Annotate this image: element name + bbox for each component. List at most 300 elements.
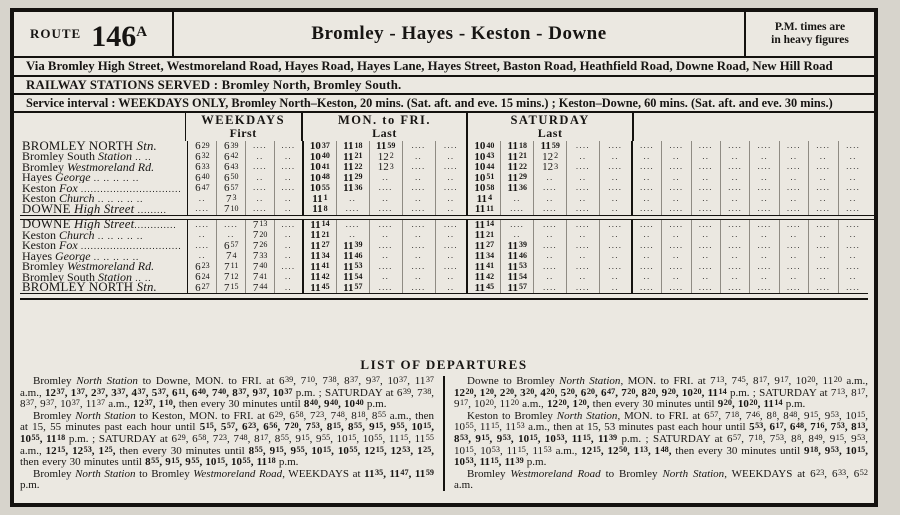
timetable-row	[20, 204, 868, 215]
blank-cell: ....	[403, 204, 436, 215]
blank-cell: ....	[692, 141, 721, 152]
group-label: MON. to FRI.	[337, 113, 431, 127]
blank-cell: ....	[534, 220, 567, 231]
blank-cell: ....	[633, 141, 662, 152]
blank-cell: ..	[370, 251, 403, 262]
blank-cell: ..	[188, 251, 217, 262]
blank-cell: ....	[188, 241, 217, 252]
blank-cell: ..	[567, 194, 600, 205]
time-cell: 11 57	[501, 283, 534, 294]
blank-cell: ....	[534, 241, 567, 252]
blank-cell: ....	[662, 241, 691, 252]
blank-cell: ..	[721, 230, 750, 241]
blank-cell: ....	[846, 183, 861, 193]
group-sublabel: Last	[537, 126, 563, 140]
blank-cell: ....	[370, 204, 403, 215]
timetable-row	[20, 183, 868, 194]
time-cell: 11 27	[304, 241, 337, 252]
time-cell: 6 39	[217, 141, 246, 152]
time-cell: 11 21	[501, 152, 534, 163]
timetable-row	[20, 272, 868, 283]
blank-cell: ....	[403, 141, 436, 152]
page-title: Bromley - Hayes - Keston - Downe	[311, 23, 607, 44]
station-name: Keston Fox ...............................	[20, 183, 188, 194]
blank-cell: ..	[633, 173, 662, 184]
blank-cell: ....	[600, 162, 633, 173]
time-cell: 7 4	[217, 251, 246, 262]
time-cell: 7 12	[217, 272, 246, 283]
blank-cell: ..	[403, 194, 436, 205]
blank-cell: ..	[501, 194, 534, 205]
time-cell: 11 36	[337, 183, 370, 194]
blank-cell: ....	[633, 220, 662, 231]
time-cell: 7 15	[217, 283, 246, 294]
station-name: Hayes George .. .. .. .. ..	[20, 251, 188, 262]
blank-cell: ....	[633, 183, 662, 194]
blank-cell: ..	[600, 230, 633, 241]
blank-cell: ..	[662, 194, 691, 205]
blank-cell: ....	[567, 220, 600, 231]
blank-cell: ..	[567, 251, 600, 262]
time-cell: 6 29	[188, 141, 217, 152]
blank-cell: ....	[275, 141, 304, 152]
blank-cell: ....	[721, 141, 750, 152]
blank-cell: ..	[780, 152, 809, 163]
timetable-row	[20, 251, 868, 262]
blank-cell: ....	[750, 204, 779, 215]
time-cell: 6 50	[217, 173, 246, 184]
blank-cell: ..	[600, 251, 633, 262]
station-name: BROMLEY NORTH Stn.	[20, 141, 188, 152]
blank-cell: ....	[246, 204, 275, 215]
blank-cell: ....	[436, 241, 469, 252]
blank-cell: ....	[750, 241, 779, 252]
blank-cell: ..	[809, 230, 838, 241]
blank-cell: ....	[662, 204, 691, 215]
departure-paragraph: Bromley North Station to Bromley Westmoreland Road, WEEKDAYS at 1135, 1147, 1159 p.m.	[20, 467, 434, 492]
timetable-row	[20, 241, 868, 252]
blank-cell: ..	[780, 194, 809, 205]
time-cell: 10 51	[468, 173, 501, 184]
time-cell: 6 43	[217, 162, 246, 173]
blank-cell: ..	[246, 194, 275, 205]
blank-cell: ..	[692, 173, 721, 184]
blank-cell: ....	[721, 204, 750, 215]
departures-columns	[14, 376, 874, 491]
blank-cell: ....	[567, 204, 600, 215]
timetable-row	[20, 173, 868, 184]
blank-cell: ....	[633, 204, 662, 215]
blank-cell: ..	[750, 251, 779, 262]
blank-cell: ..	[436, 173, 469, 184]
blank-cell: ..	[275, 272, 304, 283]
blank-cell: ....	[600, 262, 633, 273]
blank-cell: ....	[403, 262, 436, 273]
leader-dots: .. .. .. .. ..	[94, 194, 144, 205]
departures-section	[14, 358, 874, 491]
time-cell: 11 46	[337, 251, 370, 262]
time-cell: 11 45	[468, 283, 501, 294]
time-cell: 11 22	[501, 162, 534, 173]
blank-cell: ..	[534, 230, 567, 241]
blank-cell: ....	[662, 183, 691, 194]
blank-cell: ....	[809, 141, 838, 152]
time-cell: 11 45	[304, 283, 337, 294]
blank-cell: ..	[662, 173, 691, 184]
blank-cell: ....	[403, 283, 436, 294]
blank-cell: ..	[633, 272, 662, 283]
departure-paragraph: Bromley Westmoreland Road to Bromley North Station, WEEKDAYS at 623, 633, 652 a.m.	[454, 467, 868, 492]
blank-cell: ....	[567, 283, 600, 294]
blank-cell: ..	[188, 230, 217, 241]
time-cell: 11 18	[501, 141, 534, 152]
time-cell: 7 26	[246, 241, 275, 252]
departure-paragraph: Bromley North Station to Downe, MON. to FRI. at 639, 710, 738, 837, 937, 1037, 1137 a.m., 1237, 137, 237, 337, 437, 537, 611, 640, 740, 837, 937, 1037 p.m. ; SATURDAY at 639, 738, 837, 937, 1037, 1137 a.m., 1237, 110, then every 30 minutes until 840, 940, 1040 p.m.	[20, 375, 435, 411]
time-cell: 10 41	[304, 162, 337, 173]
blank-cell: ....	[750, 162, 779, 173]
station-name: Bromley Westmoreland Rd.	[20, 261, 188, 272]
blank-cell: ....	[600, 183, 633, 194]
blank-cell: ..	[436, 272, 469, 283]
blank-cell: ....	[600, 220, 633, 231]
blank-cell: ..	[721, 251, 750, 262]
column-group-header	[634, 113, 868, 141]
departure-paragraph: Downe to Bromley North Station, MON. to FRI. at 713, 745, 817, 917, 1020, 1120 a.m., 1220, 120, 220, 320, 420, 520, 620, 647, 720, 820, 920, 1020, 1114 p.m. ; SATURDAY at 713, 817, 917, 1020, 1120 a.m., 1220, 120, then every 30 minutes until 920, 1020, 1114 p.m.	[454, 375, 869, 411]
pm-note-line2: in heavy figures	[771, 34, 849, 46]
time-cell: 6 24	[188, 272, 217, 283]
blank-cell: ....	[567, 141, 600, 152]
blank-cell: ..	[662, 272, 691, 283]
time-cell: 10 55	[304, 183, 337, 194]
blank-cell: ..	[275, 204, 304, 215]
station-column-spacer	[20, 113, 186, 141]
blank-cell: ..	[633, 152, 662, 163]
departure-paragraph: Keston to Bromley North Station, MON. to FRI. at 657, 718, 746, 88, 848, 915, 953, 1015, 1055, 1115, 1153 a.m., then at 15, 53 minutes past each hour until 553, 617, 648, 716, 753, 813, 853, 915, 953, 1015, 1053, 1115, 1139 p.m. ; SATURDAY at 657, 718, 753, 88, 849, 915, 953, 1015, 1053, 1115, 1153 a.m., 1215, 1250, 113, 148, then every 30 minutes until 918, 953, 1015, 1053, 1115, 1139 p.m.	[454, 409, 869, 469]
time-cell: 12 2	[534, 152, 567, 163]
time-cell: 11 53	[501, 262, 534, 273]
time-cell: 11 42	[304, 272, 337, 283]
blank-cell: ....	[370, 262, 403, 273]
blank-cell: ....	[750, 183, 779, 194]
blank-cell: ....	[692, 162, 721, 173]
blank-cell: ..	[188, 194, 217, 205]
blank-cell: ..	[600, 272, 633, 283]
time-cell: 7 20	[246, 230, 275, 241]
blank-cell: ....	[567, 262, 600, 273]
blank-cell: ..	[750, 194, 779, 205]
blank-cell: ....	[846, 141, 861, 151]
time-cell: 7 11	[217, 262, 246, 273]
blank-cell: ....	[662, 162, 691, 173]
time-cell: 12 3	[370, 162, 403, 173]
leader-dots: .........	[134, 204, 167, 215]
blank-cell: ..	[780, 251, 809, 262]
blank-cell: ....	[633, 283, 662, 294]
time-cell: 11 54	[337, 272, 370, 283]
blank-cell: ..	[337, 194, 370, 205]
blank-cell: ....	[370, 283, 403, 294]
time-cell: 10 40	[304, 152, 337, 163]
blank-cell: ..	[662, 152, 691, 163]
time-cell: 10 48	[304, 173, 337, 184]
blank-cell: ....	[188, 204, 217, 215]
time-cell: 10 58	[468, 183, 501, 194]
blank-cell: ....	[780, 220, 809, 231]
leader-dots: .. ..	[132, 272, 152, 283]
route-label: ROUTE	[30, 26, 82, 41]
time-cell: 11 21	[337, 152, 370, 163]
time-cell: 7 44	[246, 283, 275, 294]
blank-cell: ..	[849, 151, 857, 161]
blank-cell: ..	[662, 251, 691, 262]
group-sublabel: First	[229, 126, 257, 140]
column-group-header	[468, 113, 634, 141]
blank-cell: ....	[721, 162, 750, 173]
timetable-row	[20, 141, 868, 152]
blank-cell: ....	[662, 283, 691, 294]
blank-cell: ....	[403, 241, 436, 252]
blank-cell: ..	[403, 173, 436, 184]
blank-cell: ....	[337, 220, 370, 231]
blank-cell: ..	[780, 272, 809, 283]
blank-cell: ..	[750, 152, 779, 163]
time-cell: 7 13	[246, 220, 275, 231]
time-cell: 12 3	[534, 162, 567, 173]
blank-cell: ..	[246, 152, 275, 163]
blank-cell: ....	[846, 204, 861, 214]
station-name: Hayes George .. .. .. .. ..	[20, 172, 188, 183]
station-name: Bromley South Station .. ..	[20, 151, 188, 162]
blank-cell: ....	[534, 283, 567, 294]
blank-cell: ....	[846, 219, 861, 229]
time-cell: 10 40	[468, 141, 501, 152]
blank-cell: ..	[436, 283, 469, 294]
blank-cell: ..	[370, 230, 403, 241]
blank-cell: ..	[275, 173, 304, 184]
time-cell: 11 53	[337, 262, 370, 273]
blank-cell: ....	[633, 162, 662, 173]
blank-cell: ....	[436, 262, 469, 273]
blank-cell: ..	[567, 230, 600, 241]
leader-dots: ...............................	[77, 241, 182, 252]
blank-cell: ....	[809, 183, 838, 194]
blank-cell: ..	[600, 194, 633, 205]
departures-left-column	[20, 376, 443, 491]
blank-cell: ....	[846, 282, 861, 292]
time-cell: 7 40	[246, 262, 275, 273]
time-cell: 6 23	[188, 262, 217, 273]
time-cell: 6 57	[217, 183, 246, 194]
time-cell: 11 29	[501, 173, 534, 184]
time-cell: 11 29	[337, 173, 370, 184]
blank-cell: ..	[721, 272, 750, 283]
blank-cell: ..	[721, 152, 750, 163]
blank-cell: ....	[692, 283, 721, 294]
time-cell: 11 4	[468, 194, 501, 205]
route-suffix: A	[136, 23, 148, 40]
blank-cell: ..	[403, 152, 436, 163]
group-sublabel: Last	[372, 126, 397, 140]
time-cell: 11 54	[501, 272, 534, 283]
blank-cell: ....	[370, 183, 403, 194]
blank-cell: ....	[721, 183, 750, 194]
time-cell: 11 18	[337, 141, 370, 152]
blank-cell: ....	[750, 262, 779, 273]
blank-cell: ..	[403, 251, 436, 262]
time-cell: 11 42	[468, 272, 501, 283]
blank-cell: ..	[436, 204, 469, 215]
departures-heading: LIST OF DEPARTURES	[360, 357, 528, 372]
timetable-down-block	[20, 141, 868, 215]
blank-cell: ..	[567, 152, 600, 163]
blank-cell: ..	[849, 230, 857, 240]
blank-cell: ....	[809, 220, 838, 231]
blank-cell: ..	[809, 152, 838, 163]
blank-cell: ....	[501, 220, 534, 231]
leader-dots: .. .. .. .. ..	[90, 251, 140, 262]
blank-cell: ..	[849, 272, 857, 282]
blank-cell: ....	[809, 262, 838, 273]
blank-cell: ....	[567, 162, 600, 173]
timetable-card	[10, 8, 878, 507]
blank-cell: ....	[246, 141, 275, 152]
blank-cell: ..	[534, 251, 567, 262]
time-cell: 6 57	[217, 241, 246, 252]
blank-cell: ..	[750, 230, 779, 241]
timetable-row	[20, 194, 868, 205]
blank-cell: ..	[809, 272, 838, 283]
blank-cell: ....	[692, 183, 721, 194]
blank-cell: ..	[692, 152, 721, 163]
blank-cell: ..	[633, 251, 662, 262]
blank-cell: ....	[275, 162, 304, 173]
blank-cell: ..	[662, 230, 691, 241]
blank-cell: ..	[246, 173, 275, 184]
time-cell: 11 34	[304, 251, 337, 262]
time-cell: 12 2	[370, 152, 403, 163]
time-cell: 7 3	[217, 194, 246, 205]
blank-cell: ..	[633, 230, 662, 241]
route-number: $146^A$	[91, 19, 148, 53]
station-name: Keston Church .. .. .. .. ..	[20, 230, 188, 241]
blank-cell: ..	[275, 230, 304, 241]
blank-cell: ....	[809, 162, 838, 173]
time-cell: 11 39	[337, 241, 370, 252]
time-cell: 7 41	[246, 272, 275, 283]
blank-cell: ....	[633, 241, 662, 252]
blank-cell: ....	[780, 162, 809, 173]
time-cell: 10 43	[468, 152, 501, 163]
timetable-row	[20, 220, 868, 231]
blank-cell: ....	[721, 283, 750, 294]
route-box	[14, 12, 174, 56]
blank-cell: ....	[370, 220, 403, 231]
timetable-header	[20, 113, 868, 141]
blank-cell: ....	[721, 241, 750, 252]
blank-cell: ....	[633, 262, 662, 273]
time-cell: 11 59	[534, 141, 567, 152]
service-interval-line: Service interval : WEEKDAYS ONLY, Bromley North–Keston, 20 mins. (Sat. aft. and eve. 15 mins.) ; Keston–Downe, 60 mins. (Sat. aft. and eve. 30 mins.)	[14, 95, 874, 113]
blank-cell: ..	[809, 173, 838, 184]
blank-cell: ....	[403, 220, 436, 231]
blank-cell: ....	[370, 241, 403, 252]
blank-cell: ..	[403, 272, 436, 283]
blank-cell: ....	[662, 262, 691, 273]
time-cell: 11 14	[468, 220, 501, 231]
blank-cell: ....	[780, 204, 809, 215]
blank-cell: ....	[780, 183, 809, 194]
time-cell: 7 33	[246, 251, 275, 262]
blank-cell: ..	[534, 194, 567, 205]
time-cell: 11 22	[337, 162, 370, 173]
blank-cell: ....	[809, 241, 838, 252]
timetable-row	[20, 152, 868, 163]
blank-cell: ..	[750, 173, 779, 184]
blank-cell: ....	[436, 141, 469, 152]
blank-cell: ....	[567, 183, 600, 194]
timetable-row	[20, 283, 868, 294]
blank-cell: ....	[436, 162, 469, 173]
time-cell: 11 34	[468, 251, 501, 262]
blank-cell: ....	[403, 183, 436, 194]
blank-cell: ....	[692, 204, 721, 215]
leader-dots: .. ..	[132, 152, 152, 163]
leader-dots: .. .. .. .. ..	[90, 173, 140, 184]
blank-cell: ..	[692, 251, 721, 262]
blank-cell: ..	[780, 173, 809, 184]
blank-cell: ..	[692, 272, 721, 283]
column-group-header	[303, 113, 469, 141]
group-label: WEEKDAYS	[201, 113, 286, 127]
blank-cell: ..	[217, 230, 246, 241]
blank-cell: ..	[370, 194, 403, 205]
blank-cell: ..	[600, 152, 633, 163]
blank-cell: ....	[780, 283, 809, 294]
blank-cell: ....	[275, 220, 304, 231]
blank-cell: ....	[275, 183, 304, 194]
timetable	[14, 113, 874, 300]
blank-cell: ..	[436, 251, 469, 262]
time-cell: 6 32	[188, 152, 217, 163]
blank-cell: ....	[188, 220, 217, 231]
time-cell: 6 47	[188, 183, 217, 194]
blank-cell: ..	[567, 272, 600, 283]
blank-cell: ....	[809, 283, 838, 294]
blank-cell: ..	[275, 251, 304, 262]
departure-paragraph: Bromley North Station to Keston, MON. to FRI. at 629, 658, 723, 748, 818, 855 a.m., then at 15, 55 minutes past each hour until 515, 557, 623, 656, 720, 753, 815, 855, 915, 955, 1015, 1055, 1118 p.m. ; SATURDAY at 629, 658, 723, 748, 817, 855, 915, 955, 1015, 1055, 1115, 1155 a.m., 1215, 1253, 125, then every 30 minutes until 855, 915, 955, 1015, 1055, 1215, 1253, 125, then every 30 minutes until 855, 915, 955, 1015, 1055, 1118 p.m.	[20, 409, 435, 469]
blank-cell: ..	[370, 272, 403, 283]
blank-cell: ....	[337, 204, 370, 215]
blank-cell: ....	[692, 220, 721, 231]
time-cell: 7 10	[217, 204, 246, 215]
blank-cell: ....	[275, 262, 304, 273]
blank-cell: ..	[275, 194, 304, 205]
station-name: Keston Church .. .. .. .. ..	[20, 193, 188, 204]
time-cell: 11 59	[370, 141, 403, 152]
blank-cell: ..	[849, 251, 857, 261]
blank-cell: ....	[780, 141, 809, 152]
blank-cell: ....	[246, 183, 275, 194]
timetable-row	[20, 162, 868, 173]
blank-cell: ....	[780, 241, 809, 252]
leader-dots: ...............................	[77, 183, 182, 194]
time-cell: 11 36	[501, 183, 534, 194]
blank-cell: ....	[662, 220, 691, 231]
blank-cell: ....	[534, 183, 567, 194]
blank-cell: ....	[534, 262, 567, 273]
blank-cell: ....	[692, 262, 721, 273]
blank-cell: ..	[501, 230, 534, 241]
